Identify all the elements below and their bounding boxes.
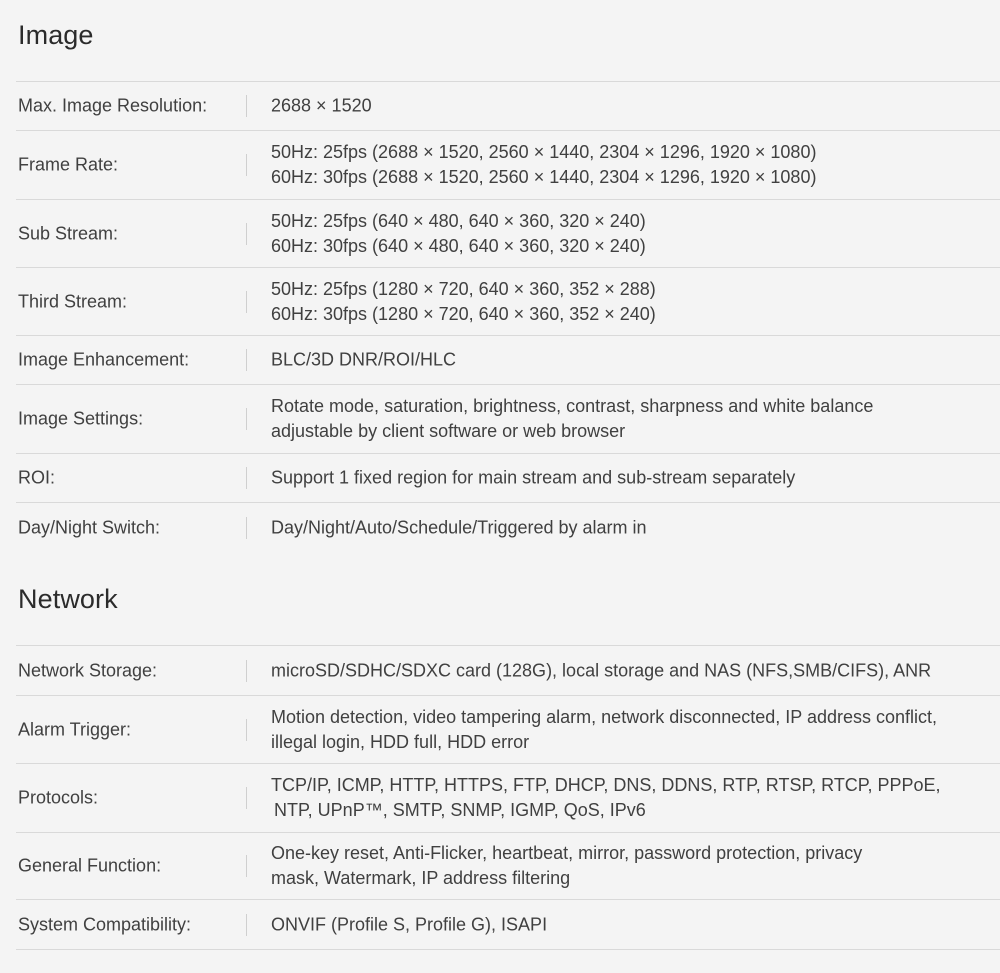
spec-label: Third Stream: (18, 291, 128, 311)
spec-label: Image Enhancement: (18, 349, 190, 370)
spec-value (271, 773, 1000, 823)
spec-label: Image Settings: (18, 408, 144, 429)
spec-value (271, 94, 1000, 119)
spec-value (271, 515, 1000, 540)
spec-row-roi (16, 454, 1000, 503)
spec-value-line: microSD/SDHC/SDXC card (128G), local storage and NAS (NFS,SMB/CIFS), ANR (271, 660, 932, 680)
spec-value-line: ONVIF (Profile S, Profile G), ISAPI (271, 914, 548, 934)
spec-label: Max. Image Resolution: (18, 95, 208, 116)
spec-value (271, 658, 1000, 683)
spec-value-line: Support 1 fixed region for main stream and sub-stream separately (271, 467, 796, 488)
spec-label: System Compatibility: (18, 914, 192, 934)
spec-row-frame-rate (16, 131, 1000, 200)
spec-label: General Function: (18, 855, 162, 876)
spec-value (271, 912, 1000, 937)
spec-value (271, 394, 1000, 444)
spec-value-line: 50Hz: 25fps (640 × 480, 640 × 360, 320 × 240) (271, 210, 646, 231)
separator (246, 467, 247, 489)
spec-value-line: adjustable by client software or web browser (271, 421, 626, 441)
separator (246, 719, 247, 741)
spec-row-third-stream (16, 268, 1000, 336)
spec-label: Day/Night Switch: (18, 517, 161, 537)
network-section (0, 580, 1000, 973)
spec-label: Alarm Trigger: (18, 719, 132, 739)
spec-value (271, 705, 1000, 755)
spec-row-system-compatibility (16, 900, 1000, 950)
separator (246, 517, 247, 539)
spec-row-alarm-trigger (16, 696, 1000, 764)
spec-value-line: 2688 × 1520 (271, 95, 372, 116)
separator (246, 408, 247, 430)
separator (246, 223, 247, 245)
spec-row-network-storage (16, 646, 1000, 696)
spec-value-line: NTP, UPnP™, SMTP, SNMP, IGMP, QoS, IPv6 (274, 800, 646, 820)
separator (246, 291, 247, 313)
spec-label: Protocols: (18, 787, 99, 808)
spec-value-line: Motion detection, video tampering alarm, network disconnected, IP address conflict, (271, 706, 938, 727)
section-title-image: Image (18, 20, 94, 50)
spec-row-day-night-switch (16, 503, 1000, 552)
separator (246, 660, 247, 682)
spec-value-line: One-key reset, Anti-Flicker, heartbeat, mirror, password protection, privacy (271, 843, 863, 863)
spec-value (271, 841, 1000, 891)
separator (246, 787, 247, 809)
spec-value (271, 466, 1000, 491)
image-spec-table (16, 81, 1000, 552)
spec-value (271, 277, 1000, 327)
separator (246, 855, 247, 877)
spec-row-sub-stream (16, 200, 1000, 268)
spec-row-image-settings (16, 385, 1000, 454)
spec-value-line: 50Hz: 25fps (1280 × 720, 640 × 360, 352 × 288) (271, 278, 656, 299)
spec-value (271, 348, 1000, 373)
network-spec-table (16, 645, 1000, 950)
spec-label: ROI: (18, 467, 56, 488)
spec-value-line: 60Hz: 30fps (640 × 480, 640 × 360, 320 × 240) (271, 235, 646, 256)
separator (246, 95, 247, 117)
spec-value-line: mask, Watermark, IP address filtering (271, 868, 571, 888)
spec-label: Sub Stream: (18, 223, 119, 243)
spec-value-line: TCP/IP, ICMP, HTTP, HTTPS, FTP, DHCP, DNS, DDNS, RTP, RTSP, RTCP, PPPoE, (271, 775, 941, 795)
spec-value-line: 60Hz: 30fps (1280 × 720, 640 × 360, 352 × 240) (271, 303, 656, 324)
spec-value-line: Day/Night/Auto/Schedule/Triggered by alarm in (271, 517, 647, 537)
separator (246, 349, 247, 371)
separator (246, 914, 247, 936)
spec-row-general-function (16, 833, 1000, 900)
spec-value-line: 60Hz: 30fps (2688 × 1520, 2560 × 1440, 2304 × 1296, 1920 × 1080) (271, 167, 817, 187)
spec-row-max-image-resolution (16, 82, 1000, 131)
spec-value (271, 209, 1000, 259)
spec-value-line: 50Hz: 25fps (2688 × 1520, 2560 × 1440, 2304 × 1296, 1920 × 1080) (271, 142, 817, 162)
spec-row-image-enhancement (16, 336, 1000, 385)
spec-value-line: illegal login, HDD full, HDD error (271, 731, 530, 752)
spec-row-protocols (16, 764, 1000, 833)
spec-value-line: BLC/3D DNR/ROI/HLC (271, 349, 457, 370)
separator (246, 154, 247, 176)
spec-value-line: Rotate mode, saturation, brightness, contrast, sharpness and white balance (271, 396, 874, 416)
section-title-network: Network (18, 584, 118, 614)
spec-label: Network Storage: (18, 660, 158, 680)
spec-value (271, 140, 1000, 190)
spec-label: Frame Rate: (18, 154, 119, 175)
